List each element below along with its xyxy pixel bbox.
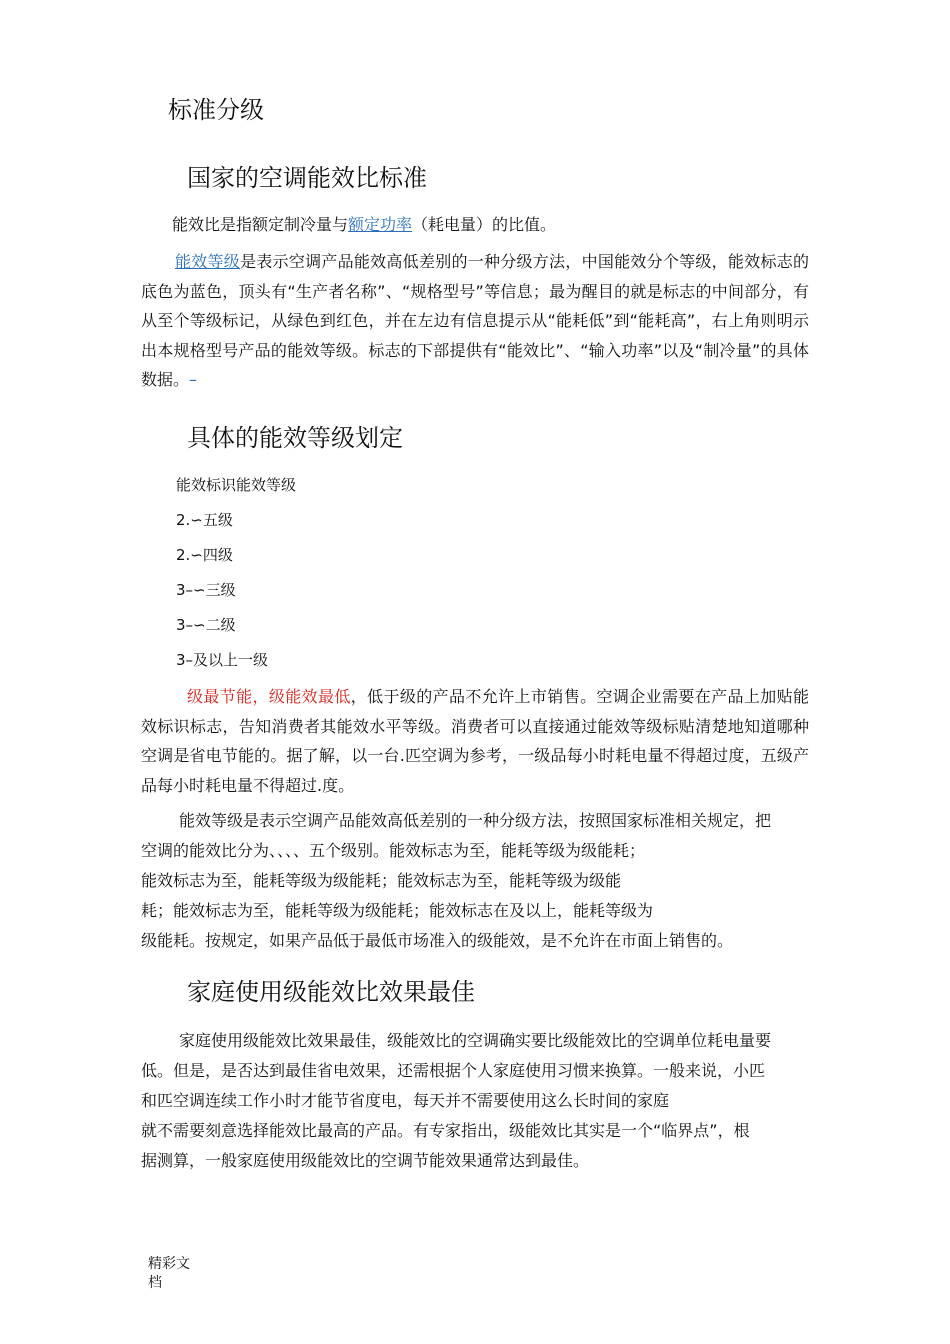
list-item: 能效标识能效等级: [176, 476, 297, 494]
paragraph-grade-rules: [141, 682, 809, 800]
paragraph-efficiency-grade: [141, 247, 809, 395]
text-line: 级能耗。按规定，如果产品低于最低市场准入的级能效，是不允许在市面上销售的。: [141, 931, 734, 950]
list-item: 3–∽二级: [176, 616, 236, 634]
trailing-mark: –: [189, 370, 198, 389]
efficiency-grade-link[interactable]: 能效等级: [175, 252, 241, 271]
paragraph-definition: [172, 210, 556, 240]
footer-line: 精彩文: [148, 1256, 190, 1272]
definition-text-start: 能效比是指额定制冷量与: [172, 215, 349, 234]
text-line: 家庭使用级能效比效果最佳，级能效比的空调确实要比级能效比的空调单位耗电量要: [179, 1031, 772, 1050]
highlight-red-text: 级最节能，级能效最低: [187, 687, 351, 706]
text-line: 空调的能效比分为、、、、五个级别。能效标志为至，能耗等级为级能耗；: [141, 841, 646, 860]
efficiency-grade-text: 是表示空调产品能效高低差别的一种分级方法，中国能效分个等级，能效标志的底色为蓝色，顶头有“生产者名称”、“规格型号”等信息；最为醒目的就是标志的中间部分，有从至个等级标记，从绿色到红色，并在左边有信息提示从“能耗低”到“能耗高”，右上角则明示出本规格型号产品的能效等级。标志的下部提供有“能效比”、“输入功率”以及“制冷量”的具体数据。: [141, 252, 809, 389]
page-title: 标准分级: [168, 96, 264, 124]
text-line: 低。但是，是否达到最佳省电效果，还需根据个人家庭使用习惯来换算。一般来说，小匹: [141, 1061, 766, 1080]
text-line: 就不需要刻意选择能效比最高的产品。有专家指出，级能效比其实是一个“临界点”，根: [141, 1121, 750, 1140]
section-heading-household: 家庭使用级能效比效果最佳: [187, 978, 475, 1006]
text-line: 据测算，一般家庭使用级能效比的空调节能效果通常达到最佳。: [141, 1151, 590, 1170]
footer-line: 档: [148, 1275, 162, 1291]
rated-power-link[interactable]: 额定功率: [348, 215, 413, 234]
text-line: 能效标志为至，能耗等级为级能耗；能效标志为至，能耗等级为级能: [141, 871, 622, 890]
text-line: 和匹空调连续工作小时才能节省度电，每天并不需要使用这么长时间的家庭: [141, 1091, 670, 1110]
definition-text-end: （耗电量）的比值。: [412, 215, 557, 234]
section-heading-standard: 国家的空调能效比标准: [187, 164, 427, 192]
text-line: 耗；能效标志为至，能耗等级为级能耗；能效标志在及以上，能耗等级为: [141, 901, 654, 920]
section-heading-grades: 具体的能效等级划定: [187, 424, 403, 452]
list-item: 2.∽五级: [176, 511, 233, 529]
list-item: 2.∽四级: [176, 546, 233, 564]
footer-note: [148, 1255, 190, 1293]
list-item: 3–及以上一级: [176, 651, 269, 669]
text-line: 能效等级是表示空调产品能效高低差别的一种分级方法，按照国家标准相关规定，把: [179, 811, 772, 830]
list-item: 3–∽三级: [176, 581, 236, 599]
grade-rules-text: ，低于级的产品不允许上市销售。空调企业需要在产品上加贴能效标识标志，告知消费者其能效水平等级。消费者可以直接通过能效等级标贴清楚地知道哪种空调是省电节能的。据了解，以一台.匹空调为参考，一级品每小时耗电量不得超过度，五级产品每小时耗电量不得超过.度。: [141, 687, 809, 795]
